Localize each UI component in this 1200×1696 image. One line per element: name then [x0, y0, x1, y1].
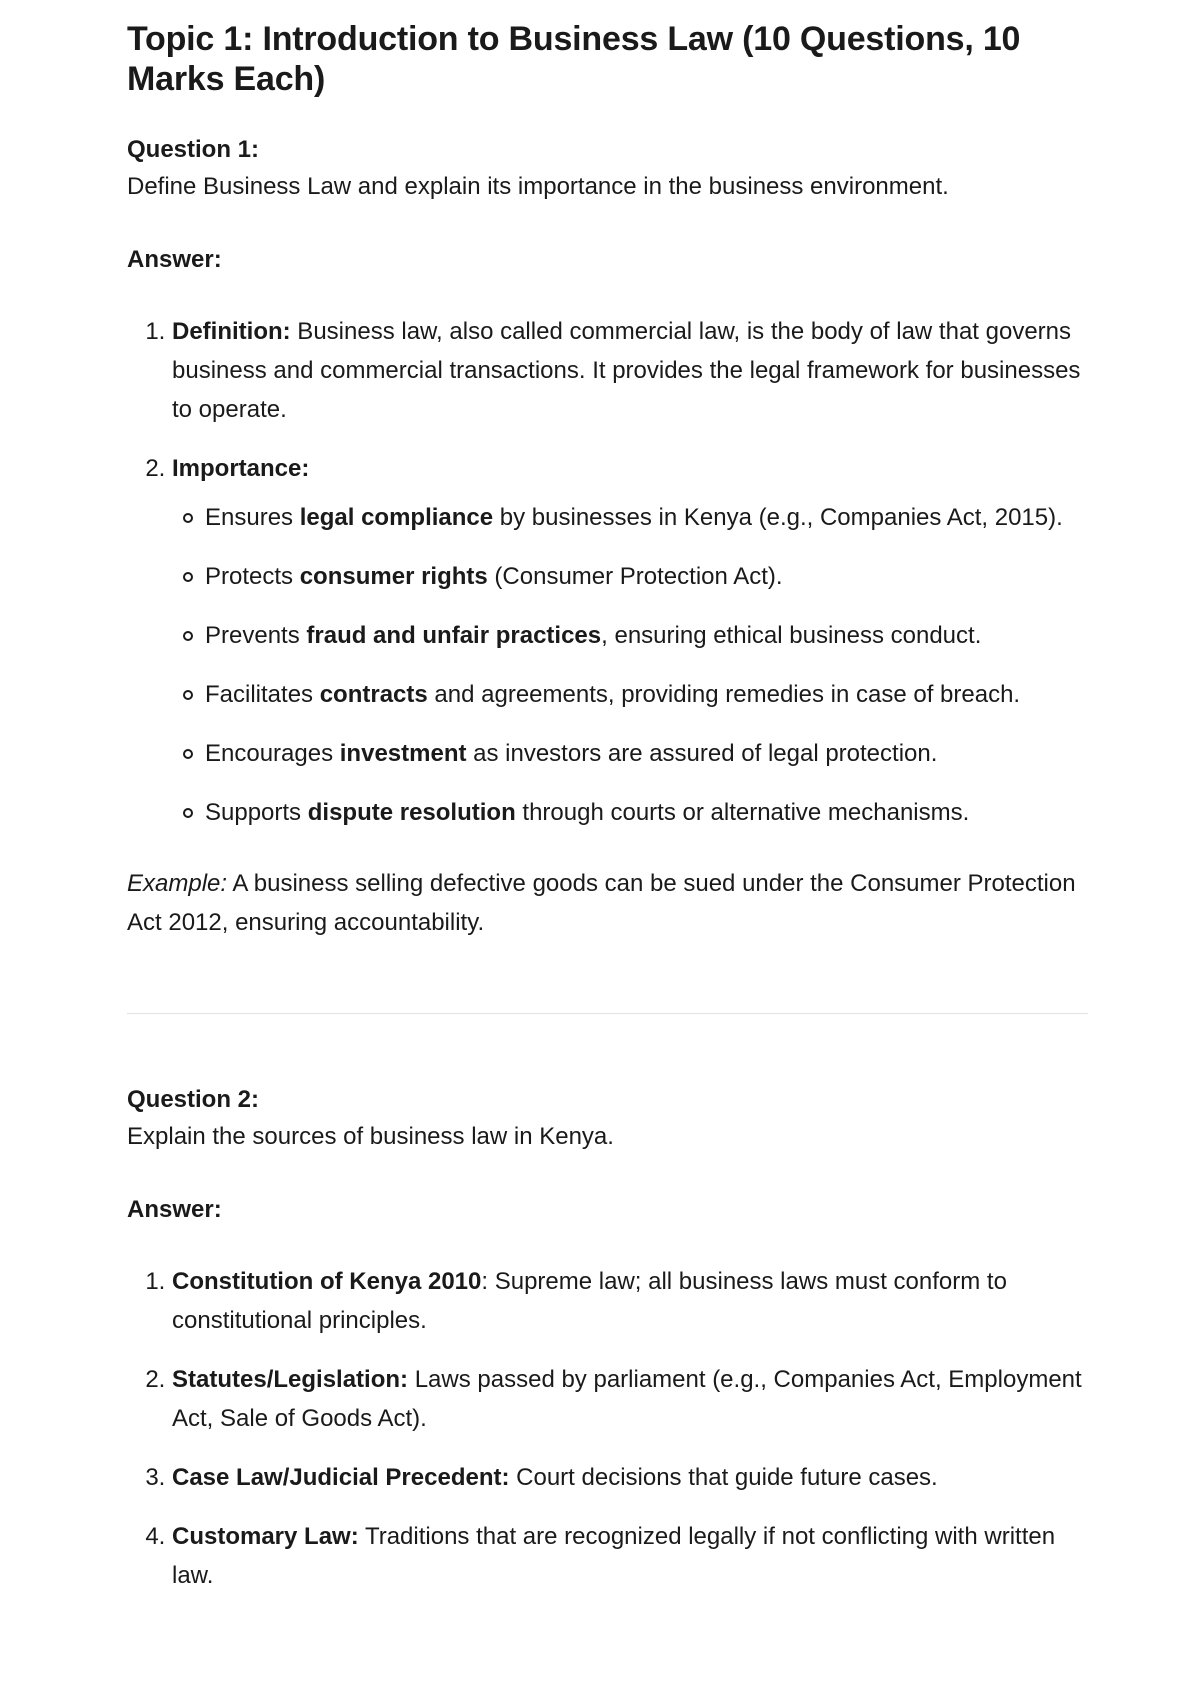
source-item-text: Traditions that are recognized legally if not conflicting with written law. — [172, 1523, 1056, 1589]
answer-item-importance — [172, 449, 1088, 832]
importance-item-text: as investors are assured of legal protection. — [466, 740, 938, 767]
question-1-example — [127, 864, 1088, 942]
source-item-text: Laws passed by parliament (e.g., Companies Act, Employment Act, Sale of Goods Act). — [172, 1366, 1082, 1432]
question-2-text: Explain the sources of business law in Kenya. — [127, 1123, 614, 1150]
question-2-section — [127, 1085, 1088, 1595]
importance-item-text: (Consumer Protection Act). — [487, 563, 783, 590]
source-item-text: : Supreme law; all business laws must conform to constitutional principles. — [172, 1268, 1007, 1334]
source-item-constitution — [172, 1262, 1088, 1340]
hollow-bullet-icon — [183, 572, 193, 582]
topic-title-line1: Topic 1: Introduction to Business Law (10 Questions, 10 — [127, 20, 1021, 58]
question-2-answer-label: Answer: — [127, 1196, 222, 1223]
importance-item-text: and agreements, providing remedies in case of breach. — [427, 681, 1021, 708]
source-item-customary-law — [172, 1517, 1088, 1595]
importance-item-text: Facilitates — [205, 681, 320, 708]
importance-item-text: Prevents — [205, 622, 307, 649]
example-text: A business selling defective goods can be sued under the Consumer Protection Act 2012, ensuring accountability. — [127, 870, 1076, 936]
topic-title-line2: Marks Each) — [127, 60, 326, 98]
importance-item-investment — [205, 734, 1088, 773]
source-item-term: Case Law/Judicial Precedent: — [172, 1464, 510, 1491]
answer-item-definition — [172, 312, 1088, 429]
source-item-case-law — [172, 1458, 1088, 1497]
importance-item-text: Supports — [205, 799, 308, 826]
importance-item-keyword: consumer rights — [299, 563, 488, 590]
importance-item-keyword: legal compliance — [299, 504, 494, 531]
answer-item-definition-term: Definition: — [172, 318, 291, 345]
importance-item-text: Encourages — [205, 740, 340, 767]
question-2-label: Question 2: — [127, 1086, 260, 1113]
question-1-text: Define Business Law and explain its importance in the business environment. — [127, 173, 949, 200]
importance-item-text: Protects — [205, 563, 300, 590]
source-item-term: Constitution of Kenya 2010 — [172, 1268, 482, 1295]
importance-list — [172, 498, 1088, 832]
section-divider — [127, 1013, 1088, 1014]
importance-item-text: Ensures — [205, 504, 300, 531]
hollow-bullet-icon — [183, 808, 193, 818]
answer-item-definition-text: Business law, also called commercial law, is the body of law that governs business and commercial transactions. It provides the legal framework for businesses to operate. — [172, 318, 1081, 423]
importance-item-dispute-resolution — [205, 793, 1088, 832]
topic-title — [127, 19, 1088, 99]
importance-item-consumer-rights — [205, 557, 1088, 596]
hollow-bullet-icon — [183, 749, 193, 759]
question-1-answer-label: Answer: — [127, 246, 222, 273]
importance-item-contracts — [205, 675, 1088, 714]
hollow-bullet-icon — [183, 513, 193, 523]
source-item-text: Court decisions that guide future cases. — [509, 1464, 938, 1491]
question-1-answer-list — [127, 312, 1088, 832]
importance-item-keyword: contracts — [319, 681, 428, 708]
importance-item-text: through courts or alternative mechanisms. — [515, 799, 970, 826]
source-item-term: Customary Law: — [172, 1523, 359, 1550]
importance-item-keyword: fraud and unfair practices — [306, 622, 602, 649]
importance-item-text: by businesses in Kenya (e.g., Companies Act, 2015). — [493, 504, 1063, 531]
question-1-section — [127, 135, 1088, 942]
question-1-label: Question 1: — [127, 136, 260, 163]
importance-item-fraud — [205, 616, 1088, 655]
source-item-statutes — [172, 1360, 1088, 1438]
importance-item-text: , ensuring ethical business conduct. — [601, 622, 982, 649]
answer-item-importance-term: Importance: — [172, 455, 310, 482]
source-item-term: Statutes/Legislation: — [172, 1366, 409, 1393]
hollow-bullet-icon — [183, 631, 193, 641]
importance-item-keyword: dispute resolution — [307, 799, 516, 826]
hollow-bullet-icon — [183, 690, 193, 700]
importance-item-keyword: investment — [339, 740, 467, 767]
example-label: Example: — [127, 870, 228, 897]
importance-item-legal-compliance — [205, 498, 1088, 537]
question-2-answer-list — [127, 1262, 1088, 1595]
